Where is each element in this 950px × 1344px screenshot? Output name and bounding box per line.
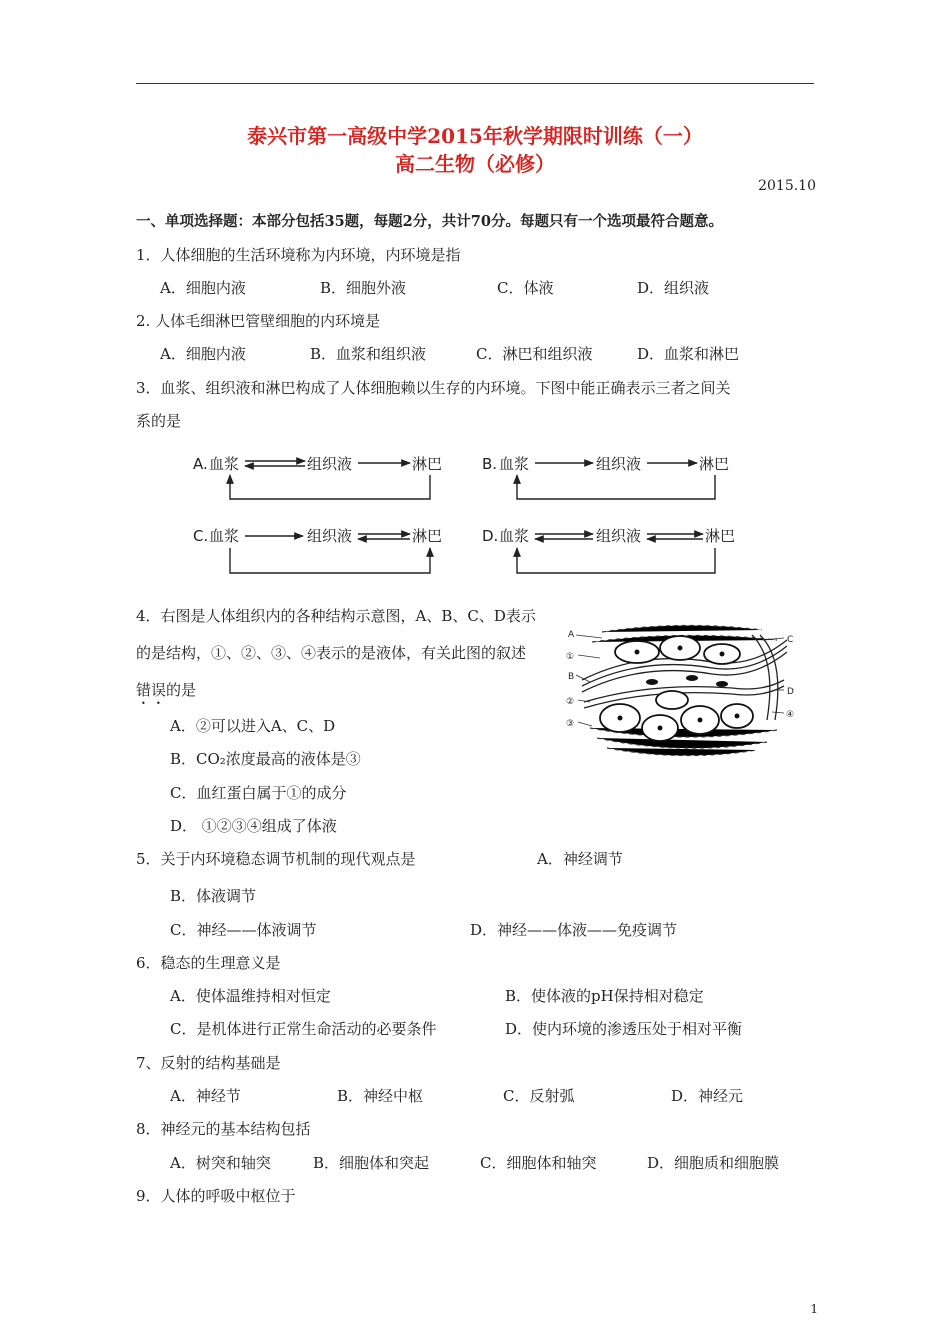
option: D．组织液 xyxy=(637,279,710,297)
option: C．体液 xyxy=(497,279,554,297)
node-tissue-fluid: 组织液 xyxy=(596,527,642,545)
option: C．是机体进行正常生命活动的必要条件 xyxy=(170,1020,437,1038)
option: D．血浆和淋巴 xyxy=(637,345,740,363)
exam-date: 2015.10 xyxy=(758,178,816,194)
stem-tail: 的是 xyxy=(166,681,197,699)
option: B．细胞体和突起 xyxy=(313,1154,430,1172)
option: B．使体液的pH保持相对稳定 xyxy=(505,987,704,1005)
option: D．神经——体液——免疫调节 xyxy=(470,921,678,939)
section-heading: 一、单项选择题：本部分包括35题，每题2分，共计70分。每题只有一个选项最符合题意。 xyxy=(136,213,723,230)
fluid-relationship-diagram xyxy=(185,445,755,585)
node-plasma: 血浆 xyxy=(209,527,240,545)
option: C．细胞体和轴突 xyxy=(480,1154,597,1172)
node-tissue-fluid: 组织液 xyxy=(307,455,353,473)
option: A．细胞内液 xyxy=(160,345,246,363)
question-stem: 6．稳态的生理意义是 xyxy=(136,954,281,972)
panel-label: C. xyxy=(193,527,209,545)
label-3: ③ xyxy=(566,719,575,729)
option: A．神经节 xyxy=(170,1087,241,1105)
emphasis-word: 错误 xyxy=(136,681,167,699)
node-plasma: 血浆 xyxy=(499,527,530,545)
option: B．血浆和组织液 xyxy=(310,345,427,363)
question-stem: 3．血浆、组织液和淋巴构成了人体细胞赖以生存的内环境。下图中能正确表示三者之间关 xyxy=(136,379,731,397)
option: B．CO₂浓度最高的液体是③ xyxy=(170,750,361,768)
header-rule xyxy=(136,83,814,84)
label-4: ④ xyxy=(786,710,795,720)
question-stem-cont: 系的是 xyxy=(136,412,182,430)
panel-label: D. xyxy=(482,527,499,545)
question-stem: 5．关于内环境稳态调节机制的现代观点是 xyxy=(136,850,416,868)
page-number: 1 xyxy=(810,1302,818,1316)
option: C．反射弧 xyxy=(503,1087,575,1105)
node-plasma: 血浆 xyxy=(499,455,530,473)
node-plasma: 血浆 xyxy=(209,455,240,473)
question-stem-cont: 的是结构，①、②、③、④表示的是液体，有关此图的叙述 xyxy=(136,644,527,662)
option: D． ①②③④组成了体液 xyxy=(170,817,337,835)
node-tissue-fluid: 组织液 xyxy=(596,455,642,473)
option: D．使内环境的渗透压处于相对平衡 xyxy=(505,1020,743,1038)
label-B: B xyxy=(568,672,575,682)
question-stem: 9．人体的呼吸中枢位于 xyxy=(136,1187,296,1205)
option: C．淋巴和组织液 xyxy=(476,345,593,363)
question-stem: 2. 人体毛细淋巴管壁细胞的内环境是 xyxy=(136,312,381,330)
option: A．树突和轴突 xyxy=(170,1154,271,1172)
option: D．神经元 xyxy=(671,1087,744,1105)
page-title: 泰兴市第一高级中学2015年秋学期限时训练（一） xyxy=(247,124,703,148)
label-2: ② xyxy=(566,697,575,707)
label-C: C xyxy=(787,635,794,645)
option: C．血红蛋白属于①的成分 xyxy=(170,784,347,802)
label-1: ① xyxy=(566,652,575,662)
option: B．细胞外液 xyxy=(320,279,407,297)
option: B．体液调节 xyxy=(170,887,257,905)
option: A．使体温维持相对恒定 xyxy=(170,987,331,1005)
panel-label: A. xyxy=(193,455,208,473)
question-stem: 8．神经元的基本结构包括 xyxy=(136,1120,311,1138)
option: D．细胞质和细胞膜 xyxy=(647,1154,780,1172)
label-A: A xyxy=(568,630,575,640)
tissue-structure-diagram xyxy=(562,620,802,760)
panel-label: B. xyxy=(482,455,498,473)
question-stem: 4．右图是人体组织内的各种结构示意图，A、B、C、D表示 xyxy=(136,607,536,625)
question-stem: 1．人体细胞的生活环境称为内环境，内环境是指 xyxy=(136,246,461,264)
node-lymph: 淋巴 xyxy=(412,455,443,473)
question-stem: 7、反射的结构基础是 xyxy=(136,1054,281,1072)
option: B．神经中枢 xyxy=(337,1087,424,1105)
option: C．神经——体液调节 xyxy=(170,921,317,939)
node-lymph: 淋巴 xyxy=(699,455,730,473)
node-lymph: 淋巴 xyxy=(705,527,736,545)
question-stem-cont xyxy=(136,680,196,708)
option: A．细胞内液 xyxy=(160,279,246,297)
option: A．神经调节 xyxy=(537,850,623,868)
page-subtitle: 高二生物（必修） xyxy=(395,152,555,176)
node-tissue-fluid: 组织液 xyxy=(307,527,353,545)
label-D: D xyxy=(787,687,794,697)
node-lymph: 淋巴 xyxy=(412,527,443,545)
option: A．②可以进入A、C、D xyxy=(170,717,336,735)
